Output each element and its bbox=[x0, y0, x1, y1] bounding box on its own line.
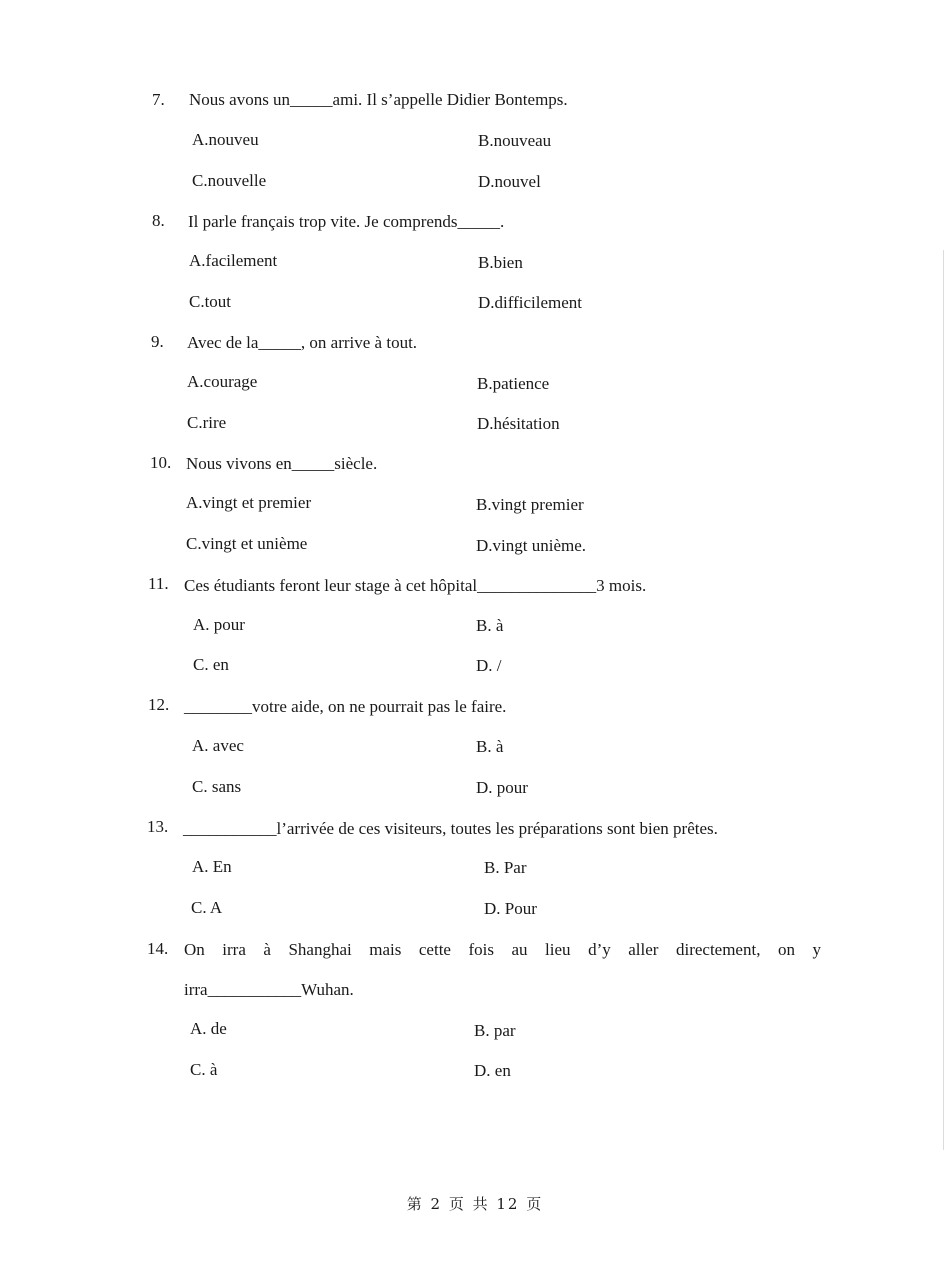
question-12-option-b: B. à bbox=[476, 737, 504, 756]
question-11-option-a: A. pour bbox=[193, 615, 245, 634]
question-7-option-c: C.nouvelle bbox=[192, 171, 267, 190]
question-10-option-d: D.vingt unième. bbox=[476, 536, 587, 555]
question-12-option-a: A. avec bbox=[192, 736, 244, 755]
question-14-stem-line1: On irra à Shanghai mais cette fois au lieu d’y aller directement, on y bbox=[184, 940, 821, 959]
question-10-option-a: A.vingt et premier bbox=[186, 493, 312, 512]
question-8-option-b: B.bien bbox=[478, 253, 523, 272]
question-12-option-d: D. pour bbox=[476, 778, 528, 797]
question-10-option-c: C.vingt et unième bbox=[186, 534, 308, 553]
question-13-option-b: B. Par bbox=[484, 858, 527, 877]
scan-edge-line bbox=[943, 250, 944, 1150]
question-9-option-b: B.patience bbox=[477, 374, 550, 393]
question-12-number: 12. bbox=[148, 695, 170, 714]
question-11-option-d: D. / bbox=[476, 656, 502, 675]
question-10-stem: Nous vivons en_____siècle. bbox=[186, 454, 378, 473]
question-11-option-b: B. à bbox=[476, 616, 504, 635]
question-7-option-b: B.nouveau bbox=[478, 131, 552, 150]
question-13-option-d: D. Pour bbox=[484, 899, 537, 918]
question-11-number: 11. bbox=[148, 574, 169, 593]
question-14-option-c: C. à bbox=[190, 1060, 218, 1079]
question-9-option-c: C.rire bbox=[187, 413, 227, 432]
question-12-stem: ________votre aide, on ne pourrait pas le faire. bbox=[184, 697, 507, 716]
question-7-number: 7. bbox=[152, 90, 165, 109]
question-13-stem: ___________l’arrivée de ces visiteurs, toutes les préparations sont bien prêtes. bbox=[183, 819, 718, 838]
question-12-option-c: C. sans bbox=[192, 777, 242, 796]
question-14-option-d: D. en bbox=[474, 1061, 511, 1080]
question-8-stem: Il parle français trop vite. Je comprends_____. bbox=[188, 212, 505, 231]
question-7-stem: Nous avons un_____ami. Il s’appelle Didier Bontemps. bbox=[189, 90, 568, 109]
question-13-option-a: A. En bbox=[192, 857, 232, 876]
question-11-option-c: C. en bbox=[193, 655, 229, 674]
question-8-option-d: D.difficilement bbox=[478, 293, 583, 312]
question-9-option-d: D.hésitation bbox=[477, 414, 560, 433]
question-14-option-a: A. de bbox=[190, 1019, 227, 1038]
question-13-number: 13. bbox=[147, 817, 169, 836]
page-number-footer: 第 2 页 共 12 页 bbox=[406, 1195, 544, 1213]
question-10-option-b: B.vingt premier bbox=[476, 495, 584, 514]
question-7-option-a: A.nouveu bbox=[192, 130, 259, 149]
question-8-option-a: A.facilement bbox=[189, 251, 278, 270]
question-9-number: 9. bbox=[151, 332, 164, 351]
question-14-stem-line2: irra___________Wuhan. bbox=[184, 980, 354, 999]
question-14-number: 14. bbox=[147, 939, 169, 958]
question-10-number: 10. bbox=[150, 453, 172, 472]
question-9-stem: Avec de la_____, on arrive à tout. bbox=[187, 333, 418, 352]
question-9-option-a: A.courage bbox=[187, 372, 258, 391]
question-7-option-d: D.nouvel bbox=[478, 172, 541, 191]
question-13-option-c: C. A bbox=[191, 898, 223, 917]
question-8-number: 8. bbox=[152, 211, 165, 230]
question-8-option-c: C.tout bbox=[189, 292, 232, 311]
question-11-stem: Ces étudiants feront leur stage à cet hôpital______________3 mois. bbox=[184, 576, 647, 595]
question-14-option-b: B. par bbox=[474, 1021, 516, 1040]
